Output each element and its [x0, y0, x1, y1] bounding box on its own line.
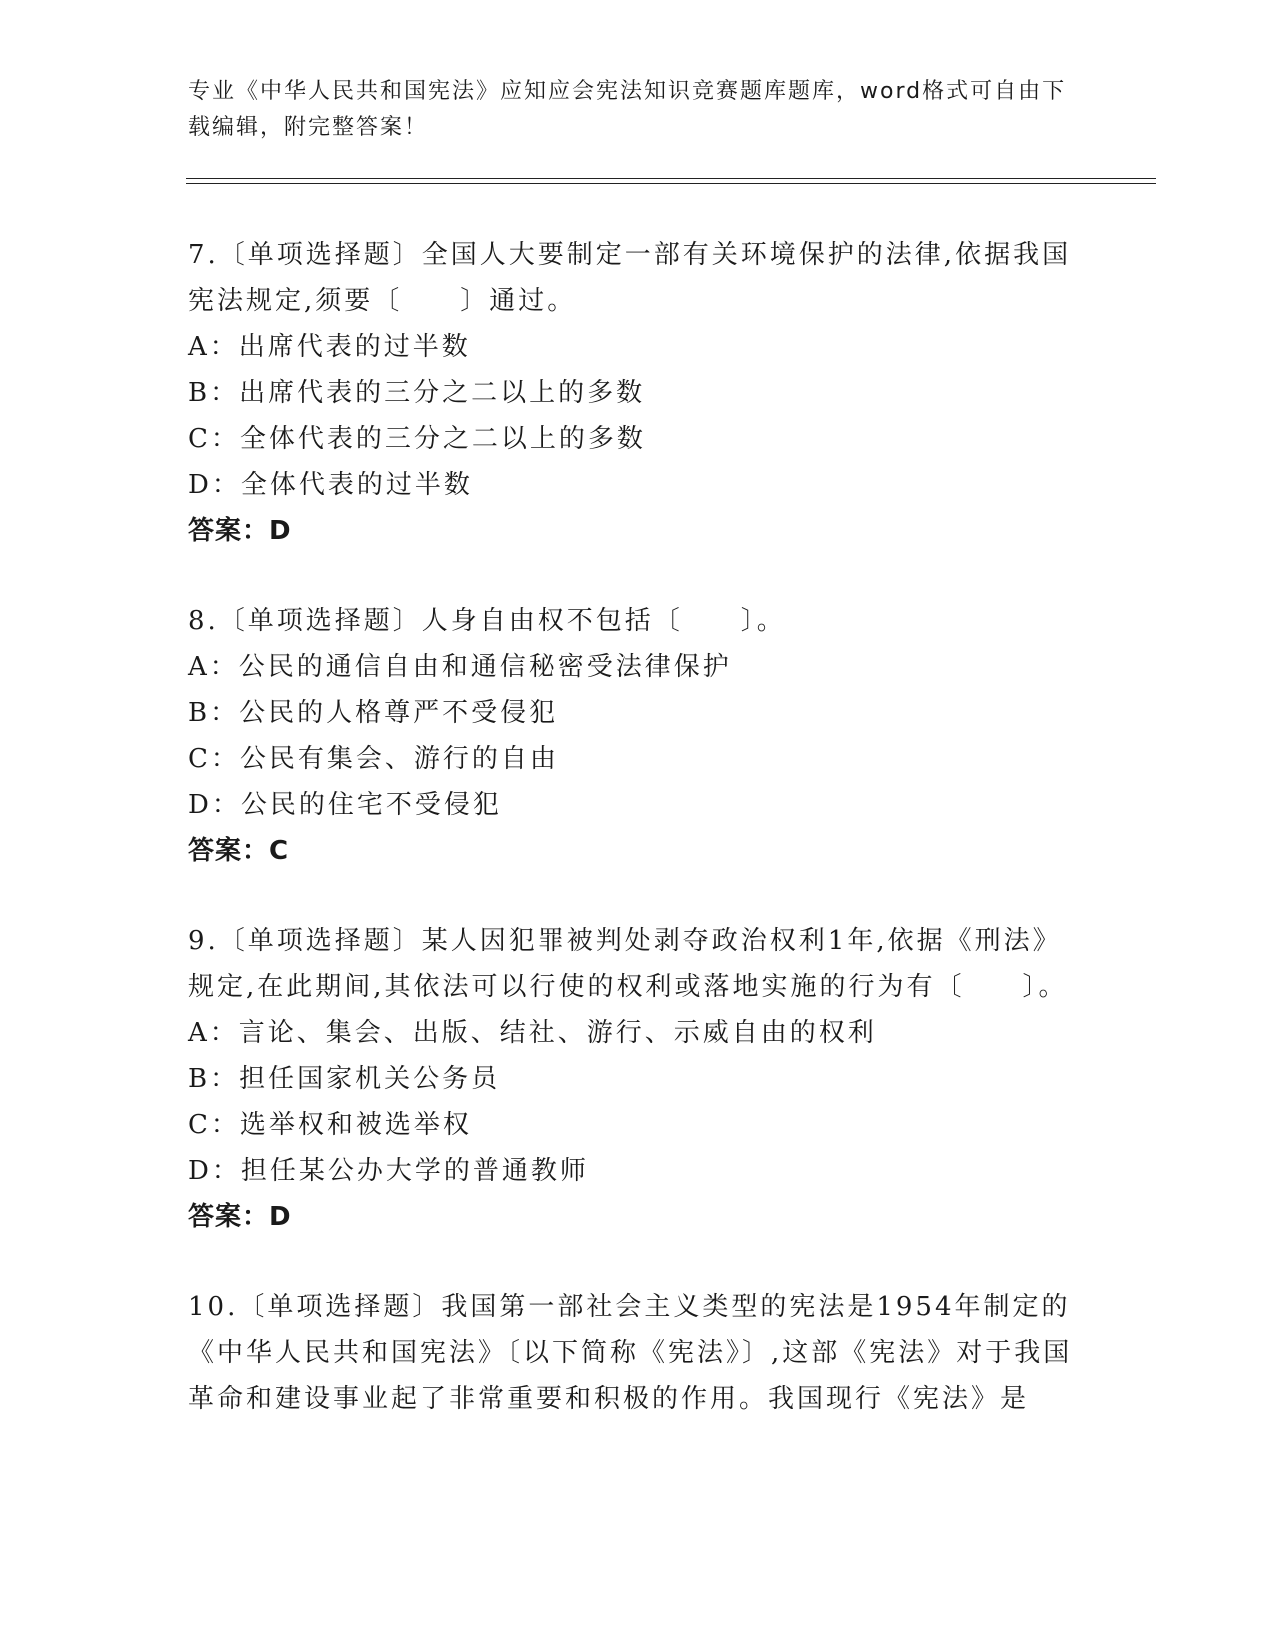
option-c: C：选举权和被选举权 [188, 1110, 472, 1140]
option-d: D：公民的住宅不受侵犯 [188, 790, 502, 820]
answer: 答案：D [188, 1202, 292, 1232]
option-b: B：出席代表的三分之二以上的多数 [188, 378, 646, 408]
option-d: D：担任某公办大学的普通教师 [188, 1156, 589, 1186]
question-9 [188, 918, 1088, 1240]
question-8 [188, 598, 1088, 874]
question-text: 8.〔单项选择题〕人身自由权不包括〔 〕。 [188, 606, 786, 636]
document-header: 专业《中华人民共和国宪法》应知应会宪法知识竞赛题库题库，word格式可自由下载编辑，附完整答案！ [188, 79, 1067, 140]
question-7 [188, 232, 1088, 554]
option-a: A：出席代表的过半数 [188, 332, 471, 362]
answer: 答案：C [188, 836, 290, 866]
question-list [188, 232, 1088, 1466]
option-d: D：全体代表的过半数 [188, 470, 473, 500]
option-a: A：公民的通信自由和通信秘密受法律保护 [188, 652, 732, 682]
option-c: C：公民有集会、游行的自由 [188, 744, 559, 774]
question-10 [188, 1284, 1088, 1422]
answer: 答案：D [188, 516, 292, 546]
option-a: A：言论、集会、出版、结社、游行、示威自由的权利 [188, 1018, 877, 1048]
option-b: B：公民的人格尊严不受侵犯 [188, 698, 559, 728]
option-c: C：全体代表的三分之二以上的多数 [188, 424, 646, 454]
question-text: 7.〔单项选择题〕全国人大要制定一部有关环境保护的法律,依据我国宪法规定,须要〔 〕通过。 [188, 240, 1072, 316]
question-text: 9.〔单项选择题〕某人因犯罪被判处剥夺政治权利1年,依据《刑法》规定,在此期间,其依法可以行使的权利或落地实施的行为有〔 〕。 [188, 926, 1068, 1002]
question-text: 10.〔单项选择题〕我国第一部社会主义类型的宪法是1954年制定的《中华人民共和国宪法》〔以下简称《宪法》〕,这部《宪法》对于我国革命和建设事业起了非常重要和积极的作用。我国现行《宪法》是 [188, 1292, 1073, 1414]
header-divider-top [186, 178, 1156, 179]
header-divider-bottom [186, 183, 1156, 184]
option-b: B：担任国家机关公务员 [188, 1064, 501, 1094]
